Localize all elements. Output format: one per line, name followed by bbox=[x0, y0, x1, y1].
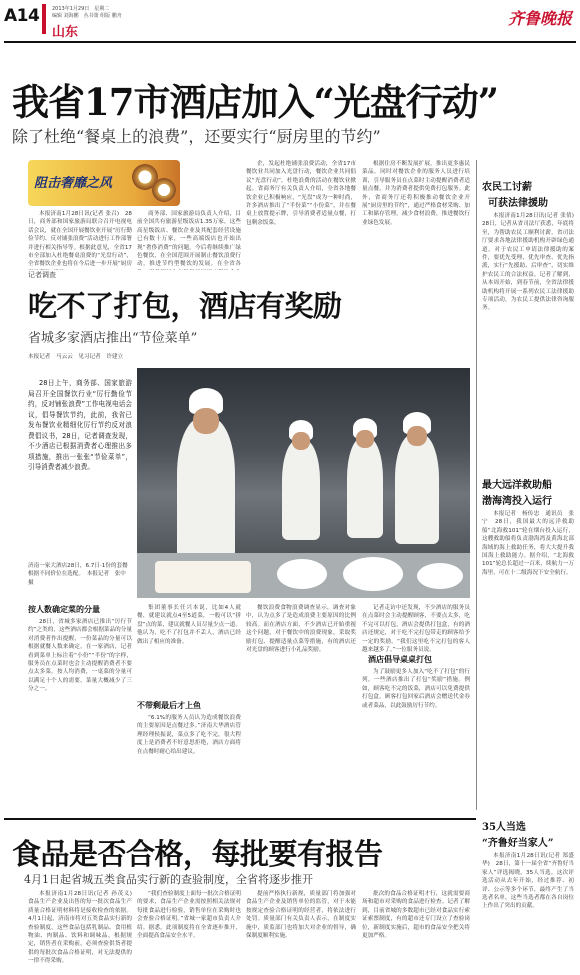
second-byline: 本报记者 马云云 见习记者 许建立 bbox=[28, 354, 124, 360]
campaign-banner-text: 阻击奢靡之风 bbox=[34, 176, 113, 191]
campaign-banner bbox=[28, 160, 180, 206]
sidebar-story2-headline-2: 渤海湾投入运行 bbox=[482, 496, 552, 507]
header-rule bbox=[4, 41, 576, 43]
col-d-subhead: 酒店倡导桌桌打包 bbox=[368, 655, 432, 664]
second-col-b2: “6.1%的服务人员认为造成餐饮浪费的主要原因是点餐过多。”济南大华酒店管理经理侯振说，菜点多了吃不完，很大程度上是消费者不好意思拒绝，酒店方面将在点餐时耐心给出建议。 bbox=[137, 715, 241, 755]
sidebar-story3-body: 本报济南1月28日讯(记者 郑盛华) 28日，第十一届全省“齐鲁好当家人”评选揭晓，35人当选。这次评选活动从去年开始，经过推荐、初评、公示等多个环节，最终产生了当选者名单，这些当选者都在各自岗位上作出了突出的贡献。 bbox=[482, 853, 574, 910]
chef-face bbox=[407, 426, 427, 446]
chef-face bbox=[356, 430, 374, 448]
lead-col-3: 企，发起杜绝铺张浪费活动，全省17市餐饮业共同加入光盘行动，餐饮企业共同倡议“光盘行动”，杜绝浪费的活动在餐饮业掀起。省商务厅有关负责人介绍，全省各地餐饮企业已积极响应，“光盘”成为一种时尚，许多酒店推出了“半份菜”“小份菜”，并在餐桌上放置提示牌，引导消费者适量点餐，打包剩余饭菜。 bbox=[246, 161, 356, 226]
sidebar-story1-body: 本报济南1月28日讯(记者 张倩) 28日，记者从省司法厅获悉，年底将至，为帮助农民工顺利讨薪，省司法厅要求各地法律援助机构开辟绿色通道，对于农民工申请法律援助的案件，要优先受理、优先审查、优先指派，实行“先援助、后审查”，切实维护农民工的合法权益。记者了解到，从本周开始，到春节前，全省法律援助机构将开展一系列农民工法律援助专项活动，为农民工提供法律咨询服务。 bbox=[482, 213, 574, 312]
second-col-d2: 为了鼓励更多人加入“吃不了打包”的行列，一些酒店推出了打包“奖励”措施。例如，顾客吃不完的饭菜，酒店可以免费提供打包盒，顾客打包回家后酒店会赠送代金券或者菜品，以此鼓励厉行节约。 bbox=[362, 669, 470, 709]
third-col-2: “我们查验制度上面每一批次合格证明的要求，食品生产企业需按照相关法规对每批食品进行检验，销售单位在采购时也会查验合格证明。”省城一家超市负责人介绍。据悉，此项制度将在全省逐步推开，全面提高食品安全水平。 bbox=[137, 891, 241, 940]
sidebar-story2-headline-1: 最大远洋救助船 bbox=[482, 480, 552, 491]
lead-col-4: 根据住房不断发展扩展，推出更多惠民菜品，同时对餐饮企业的服务人员进行培训，引导服务员在点菜时主动提醒消费者适量点餐，并为消费者提供免费打包服务。此外，省商务厅还将积极推动餐饮企业开展“厨房里的节约”，通过严格食材采购、加工和储存管理，减少食材浪费，推进餐饮行业绿色发展。 bbox=[362, 161, 470, 226]
third-col-3: 提前严格执行新规，质量部门将加强对食品生产企业及销售单位的监管，对于未能按规定查验合格证明的经营者，将依法进行处罚。质量部门有关负责人表示，在制度实施中，质监部门也将加大对企业的督导，确保制度顺利实施。 bbox=[246, 891, 356, 940]
second-col-c: 餐饮浪费食物浪费调查显示，调查对象中，认为点多了是造成浪费主要原因的比例较高。而在酒店方面，不少酒店已开始重视这个问题，对于餐饮中的浪费现象，采取奖励打包、提醒适量点菜等措施，有的酒店还对光盘的顾客进行小礼品奖励。 bbox=[246, 605, 356, 654]
col-a-subhead: 按人数确定菜的分量 bbox=[28, 605, 100, 614]
sidebar-story3-headline-2: “齐鲁好当家人” bbox=[482, 838, 554, 849]
chef-figure bbox=[395, 434, 439, 544]
photo-caption: 济南一家大酒店28日，6.7日·1份的套餐根据不同价位在选配。 本报记者 张中 摄 bbox=[28, 563, 132, 586]
second-headline: 吃不了打包，酒店有奖励 bbox=[28, 289, 342, 323]
col-b-subhead: 不带剩最后才上鱼 bbox=[137, 701, 201, 710]
second-intro: 28日上午，商务部、国家旅游局召开全国餐饮行业“厉行勤俭节约，反对铺张浪费”工作电视电话会议，倡导餐饮节约，此前，我省已发布餐饮业精细化厉行节约反对浪费倡议书，28日，记者调查发现，不少酒店已根据消费者心理推出多项措施，推出一张张“节俭菜单”，引导消费者减少浪费。 bbox=[28, 379, 132, 471]
third-headline: 食品是否合格，每批要有报告 bbox=[12, 837, 383, 871]
lead-col-2: 商务部、国家旅游局负责人介绍，目前全国共有旅游星级饭店1.35万家，这些高星级饭店、餐饮企业及其配套经营设施已有数十万家，一些高端饭店也开始出现“奢侈消费”的问题。今后将继续推广绿色餐饮，在全国范围开展制止餐饮浪费行动，推进节约型餐饮的发展。在全省各 bbox=[137, 211, 241, 268]
second-subhead: 省城多家酒店推出“节俭菜单” bbox=[28, 331, 198, 346]
editor-line: 编辑 刘海鹏 丛书策 组版 鹏舟 bbox=[52, 13, 122, 19]
second-col-d: 记者走访中还发现，不少酒店的服务员在点菜时会主动提醒顾客，不要点太多，吃不完可以打包，酒店会提供打包盒，有的酒店还规定，对于吃不完打包带走的顾客给予一定的奖励。“我们这里吃不完打包的客人越来越多了。”一位服务员说。 bbox=[362, 605, 470, 654]
chef-figure bbox=[282, 440, 320, 540]
lead-headline: 我省17市酒店加入“光盘行动” bbox=[12, 80, 499, 124]
second-col-b: 集团董事长任兴本说，比如4人就餐，就建议就点4至5道菜，一般可以“拼盘”点的菜，建议就餐人员尽量少点一道。他认为，吃不了打包并不丢人，酒店已经做出了相应的准备。 bbox=[137, 605, 241, 645]
page-number: A14 bbox=[4, 6, 40, 26]
column-divider bbox=[476, 160, 477, 810]
chef-figure bbox=[347, 438, 383, 538]
chef-face bbox=[292, 432, 310, 450]
masthead-logo: 齐鲁晚报 bbox=[507, 9, 572, 28]
dish-plate bbox=[343, 557, 403, 591]
kitchen-counter bbox=[137, 553, 470, 598]
chef-figure bbox=[177, 418, 235, 558]
sidebar-story3-headline-1: 35人当选 bbox=[482, 822, 526, 833]
sidebar-story1-headline-2: 可获法律援助 bbox=[488, 198, 548, 209]
section-name: 山东 bbox=[52, 25, 79, 40]
third-col-4: 批次的食品合格证明才行，这就需要商场和超市对采购的食品进行检查。记者了解到，目前省城的多数超市已经对食品实行索证索票制度，有的超市还专门设立了查验岗位，新制度实施后，超市的食品安全把关将更加严格。 bbox=[362, 891, 470, 940]
page-number-bar bbox=[42, 4, 46, 34]
sidebar-story1-headline-1: 农民工讨薪 bbox=[482, 182, 532, 193]
lead-subhead: 除了杜绝“餐桌上的浪费”，还要实行“厨房里的节约” bbox=[12, 127, 381, 146]
food-plate-icon bbox=[152, 178, 176, 202]
second-col-a: 28日，省城多家酒店已推出“厉行节约”之类的，这些酒店都会根据菜品的分量对消费者作出提醒，一份菜品的分量可以根据就餐人数来确定。在一家酒店，记者看到菜单上标注着“小份”“半份”的字样，服务员在点菜时也会主动提醒消费者不要点太多菜。按人均消费，一桌菜的分量可以满足十个人的需要，菜量大概减少了三分之一。 bbox=[28, 619, 132, 693]
investigation-kicker: 记者调查 bbox=[28, 271, 56, 279]
header-meta bbox=[52, 6, 122, 20]
sidebar-story2-body: 本报记者 杨传忠 通讯员 张宁 28日，我国最大的远洋救助船“北海救101”轮在烟台投入运行，这艘救助船将负责渤海湾及黄海北部海域的海上救助任务，将大大提升我国海上救助能力。据介绍，“北海救101”轮总长超过一百米，续航力一万海里，可在十二级海况下安全航行。 bbox=[482, 511, 574, 576]
story-rule bbox=[4, 818, 476, 820]
third-col-1: 本报济南1月28日讯(记者 孙茂义) 食品生产企业及出售的每一批次食品生产质量合格证明材料将是接收检查的依据。4月1日起，济南市将对五类食品实行新的查验制度，这些食品包括乳制品、食用植物油、肉制品、饮料和调味品。根据规定，销售者在采购前，必须查验供货者提供的每批次食品合格证明，对无法提供的一律不得采购。 bbox=[28, 891, 132, 965]
chefs-photo bbox=[137, 368, 470, 598]
page-header bbox=[0, 0, 580, 40]
chef-face bbox=[193, 408, 219, 434]
date-line: 2013年1月29日 星期二 bbox=[52, 6, 110, 12]
third-subhead: 4月1日起省城五类食品实行新的查验制度，全省将逐步推开 bbox=[24, 873, 313, 886]
dish-plate bbox=[277, 559, 327, 589]
lead-col-1: 本报济南1月28日讯(记者 张召) 28日，商务部和国家旅游局联合召开电视电话会议，就在全国开展餐饮业开展“厉行勤俭节约、反对铺张浪费”活动进行工作部署并进行相关指导等。根据此意见，全省17市全部加入杜绝餐桌浪费的“光盘行动”，全省餐饮企业也将在今后进一步开展“厨房 bbox=[28, 211, 132, 268]
dish-tray bbox=[155, 561, 251, 593]
dish-plate bbox=[417, 563, 463, 589]
